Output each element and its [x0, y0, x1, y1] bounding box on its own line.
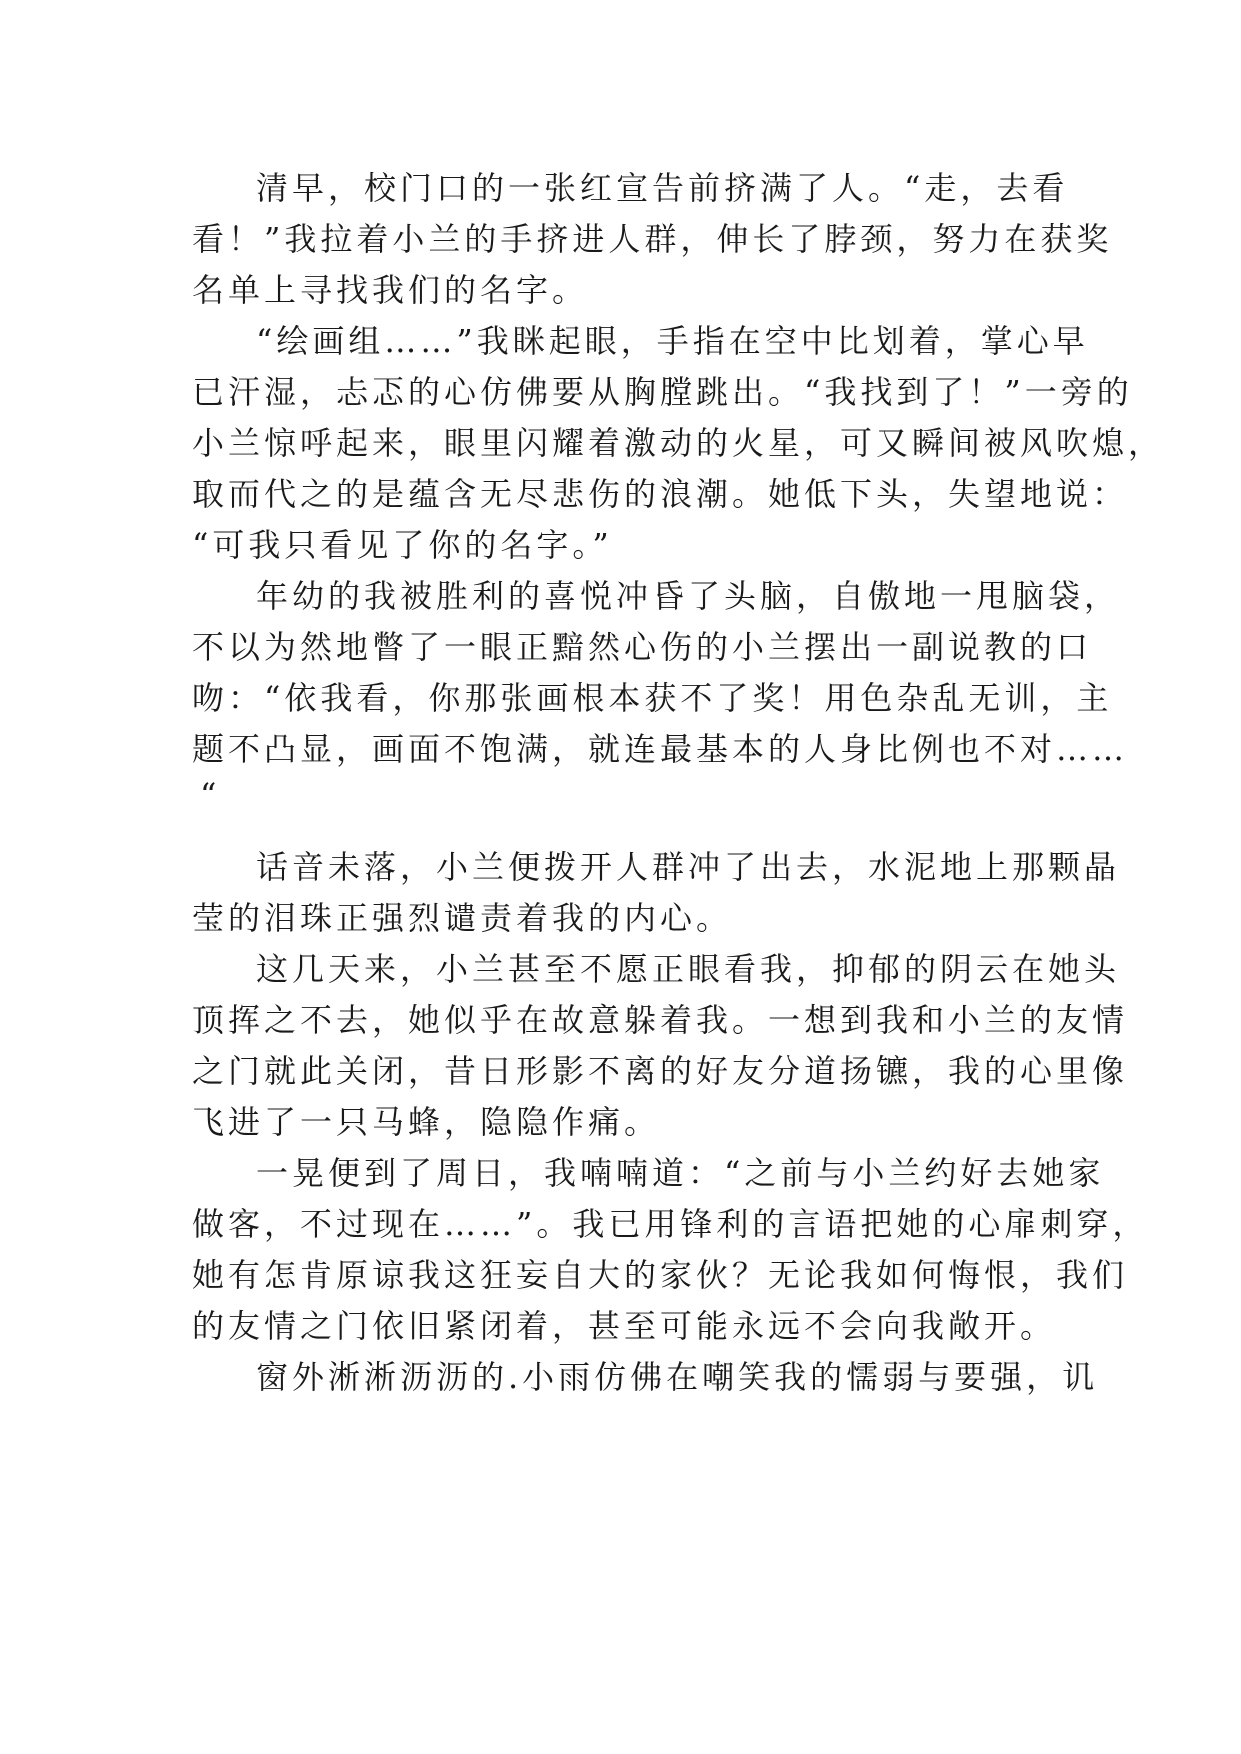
essay-line: 之门就此关闭，昔日形影不离的好友分道扬镳，我的心里像 — [192, 1052, 1129, 1090]
essay-body — [192, 163, 1165, 1403]
essay-line: “绘画组……”我眯起眼，手指在空中比划着，掌心早 — [256, 322, 1089, 360]
essay-line: 小兰惊呼起来，眼里闪耀着激动的火星，可又瞬间被风吹熄， — [192, 424, 1165, 462]
essay-line: 吻：“依我看，你那张画根本获不了奖！用色杂乱无训，主 — [192, 679, 1113, 717]
essay-line: 做客，不过现在……”。我已用锋利的言语把她的心扉刺穿， — [192, 1205, 1149, 1243]
essay-line: “可我只看见了你的名字。” — [192, 526, 613, 564]
essay-line: 一晃便到了周日，我喃喃道：“之前与小兰约好去她家 — [256, 1154, 1105, 1192]
essay-line: 取而代之的是蕴含无尽悲伤的浪潮。她低下头，失望地说： — [192, 475, 1129, 513]
quote-mark-line: “ — [200, 776, 221, 814]
essay-line: 窗外淅淅沥沥的.小雨仿佛在嘲笑我的懦弱与要强，讥 — [256, 1358, 1099, 1396]
essay-line: 题不凸显，画面不饱满，就连最基本的人身比例也不对…… — [192, 730, 1129, 768]
essay-line: 清早，校门口的一张红宣告前挤满了人。“走，去看 — [256, 169, 1069, 207]
essay-line: 她有怎肯原谅我这狂妄自大的家伙？无论我如何悔恨，我们 — [192, 1256, 1129, 1294]
essay-line: 这几天来，小兰甚至不愿正眼看我，抑郁的阴云在她头 — [256, 950, 1121, 988]
essay-line: 的友情之门依旧紧闭着，甚至可能永远不会向我敞开。 — [192, 1307, 1057, 1345]
essay-line: 飞进了一只马蜂，隐隐作痛。 — [192, 1103, 661, 1141]
essay-line: 话音未落，小兰便拨开人群冲了出去，水泥地上那颗晶 — [256, 848, 1121, 886]
essay-line: 名单上寻找我们的名字。 — [192, 271, 589, 309]
essay-line: 莹的泪珠正强烈谴责着我的内心。 — [192, 899, 733, 937]
essay-line: 年幼的我被胜利的喜悦冲昏了头脑，自傲地一甩脑袋， — [256, 577, 1121, 615]
essay-line: 不以为然地瞥了一眼正黯然心伤的小兰摆出一副说教的口 — [192, 628, 1093, 666]
essay-line: 顶挥之不去，她似乎在故意躲着我。一想到我和小兰的友情 — [192, 1001, 1129, 1039]
essay-line: 已汗湿，忐忑的心仿佛要从胸膛跳出。“我找到了！”一旁的 — [192, 373, 1133, 411]
essay-line: 看！”我拉着小兰的手挤进人群，伸长了脖颈，努力在获奖 — [192, 220, 1113, 258]
